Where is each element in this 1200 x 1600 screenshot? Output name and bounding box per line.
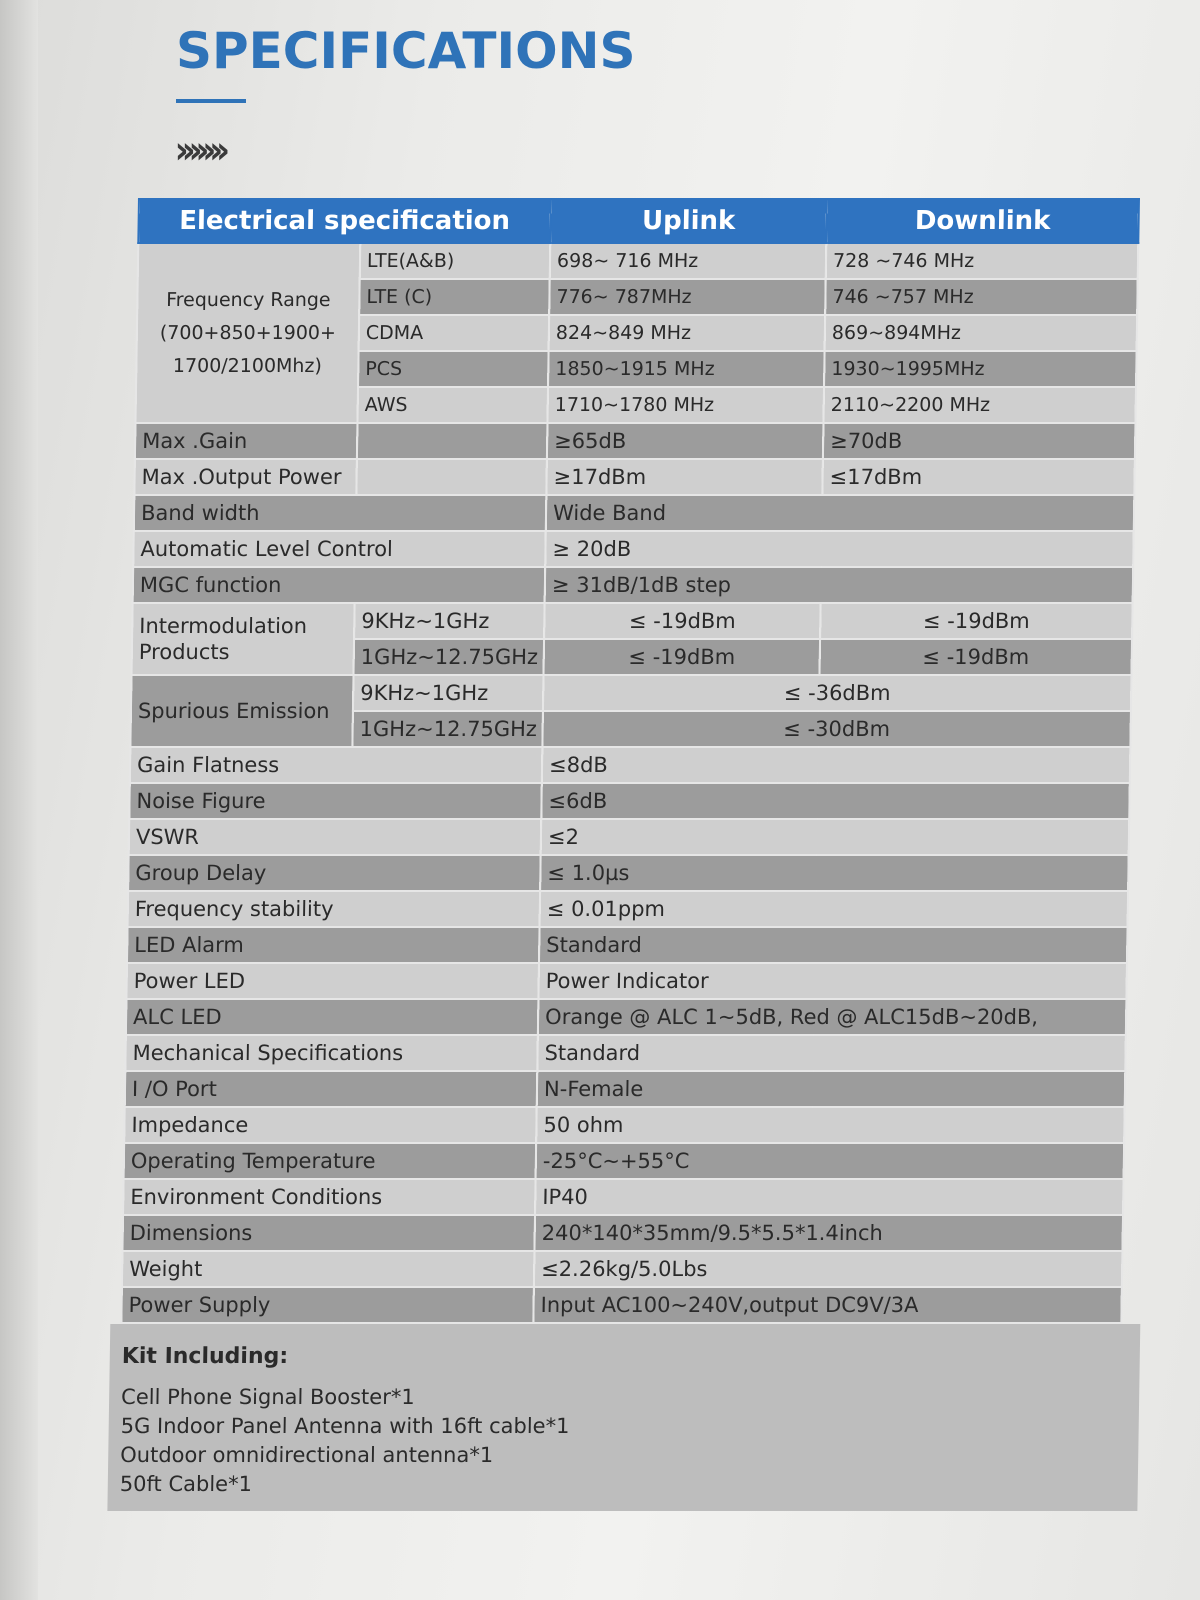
frequency-label-line: Frequency Range xyxy=(166,288,331,311)
row-uplink: ≥65dB xyxy=(547,423,824,459)
table-row xyxy=(128,891,1129,927)
row-label: Dimensions xyxy=(122,1215,535,1251)
table-row xyxy=(123,1179,1124,1215)
intermod-uplink: ≤ -19dBm xyxy=(544,603,821,639)
row-label: Band width xyxy=(134,495,547,531)
row-uplink: ≥17dBm xyxy=(546,459,823,495)
table-row xyxy=(125,1035,1126,1071)
table-row xyxy=(129,819,1130,855)
table-row xyxy=(126,999,1127,1035)
intermod-downlink: ≤ -19dBm xyxy=(820,639,1133,675)
intermod-label xyxy=(132,603,355,675)
row-downlink: ≥70dB xyxy=(823,423,1136,459)
table-row xyxy=(138,243,1139,279)
kit-item: Cell Phone Signal Booster*1 xyxy=(120,1385,415,1409)
band-downlink: 869~894MHz xyxy=(825,315,1138,351)
header-uplink: Uplink xyxy=(550,199,827,243)
table-row xyxy=(121,1287,1122,1323)
band-name: LTE (C) xyxy=(359,279,550,315)
row-label: Power LED xyxy=(126,963,539,999)
row-value: Power Indicator xyxy=(538,963,1127,999)
row-value: 240*140*35mm/9.5*5.5*1.4inch xyxy=(534,1215,1123,1251)
intermod-label-line: Intermodulation xyxy=(139,614,308,638)
chevron-glyphs: ››››››› xyxy=(174,128,223,172)
header-electrical: Electrical specification xyxy=(138,199,551,243)
table-row xyxy=(135,423,1136,459)
kit-title: Kit Including: xyxy=(121,1344,289,1369)
row-downlink: ≤17dBm xyxy=(822,459,1135,495)
row-value: Wide Band xyxy=(546,495,1135,531)
row-label: Power Supply xyxy=(121,1287,534,1323)
spurious-value: ≤ -30dBm xyxy=(542,711,1131,747)
row-label: Weight xyxy=(122,1251,535,1287)
frequency-range-label xyxy=(135,243,360,423)
table-row xyxy=(133,567,1134,603)
table-row xyxy=(127,927,1128,963)
band-name: PCS xyxy=(358,351,549,387)
row-label: Mechanical Specifications xyxy=(125,1035,538,1071)
row-value: ≤ 0.01ppm xyxy=(540,891,1129,927)
band-uplink: 698~ 716 MHz xyxy=(550,243,827,279)
row-value: ≤2 xyxy=(541,819,1130,855)
row-label: ALC LED xyxy=(126,999,539,1035)
table-row xyxy=(130,747,1131,783)
row-value: Input AC100~240V,output DC9V/3A xyxy=(533,1287,1122,1323)
band-uplink: 1710~1780 MHz xyxy=(547,387,824,423)
row-value: ≤8dB xyxy=(542,747,1131,783)
row-label: Max .Gain xyxy=(135,423,358,459)
band-uplink: 824~849 MHz xyxy=(549,315,826,351)
page-title: SPECIFICATIONS xyxy=(176,22,636,80)
row-value: ≤2.26kg/5.0Lbs xyxy=(534,1251,1123,1287)
spurious-label: Spurious Emission xyxy=(130,675,353,747)
title-underline xyxy=(176,99,246,103)
row-value: Orange @ ALC 1~5dB, Red @ ALC15dB~20dB, xyxy=(538,999,1127,1035)
intermod-downlink: ≤ -19dBm xyxy=(820,603,1133,639)
spurious-range: 1GHz~12.75GHz xyxy=(352,711,543,747)
band-name: AWS xyxy=(357,387,548,423)
row-label: Automatic Level Control xyxy=(133,531,546,567)
row-label: LED Alarm xyxy=(127,927,540,963)
band-downlink: 1930~1995MHz xyxy=(824,351,1137,387)
page-edge xyxy=(0,0,38,1600)
band-uplink: 776~ 787MHz xyxy=(549,279,826,315)
spec-sheet xyxy=(116,198,1162,1568)
band-name: LTE(A&B) xyxy=(360,243,551,279)
row-value: ≤ 1.0μs xyxy=(540,855,1129,891)
row-value: IP40 xyxy=(535,1179,1124,1215)
row-empty xyxy=(356,459,547,495)
table-row xyxy=(133,531,1134,567)
row-label: Impedance xyxy=(124,1107,537,1143)
row-value: Standard xyxy=(539,927,1128,963)
kit-including-box xyxy=(107,1324,1140,1511)
row-label: Group Delay xyxy=(128,855,541,891)
row-label: Frequency stability xyxy=(128,891,541,927)
row-value: Standard xyxy=(537,1035,1126,1071)
row-value: -25°C~+55°C xyxy=(536,1143,1125,1179)
band-downlink: 746 ~757 MHz xyxy=(825,279,1138,315)
row-label: MGC function xyxy=(133,567,546,603)
intermod-uplink: ≤ -19dBm xyxy=(544,639,821,675)
table-row xyxy=(122,1215,1123,1251)
chevron-decoration-icon xyxy=(172,128,226,172)
row-label: Gain Flatness xyxy=(130,747,543,783)
row-label: Environment Conditions xyxy=(123,1179,536,1215)
intermod-range: 1GHz~12.75GHz xyxy=(354,639,545,675)
spec-table xyxy=(120,198,1140,1324)
table-row xyxy=(134,495,1135,531)
spurious-range: 9KHz~1GHz xyxy=(353,675,544,711)
row-value: ≥ 20dB xyxy=(545,531,1134,567)
table-row xyxy=(125,1071,1126,1107)
header-downlink: Downlink xyxy=(826,199,1139,243)
row-label: VSWR xyxy=(129,819,542,855)
table-row xyxy=(126,963,1127,999)
table-row xyxy=(124,1143,1125,1179)
row-label: I /O Port xyxy=(125,1071,538,1107)
intermod-range: 9KHz~1GHz xyxy=(354,603,545,639)
table-row xyxy=(131,675,1132,711)
table-row xyxy=(132,603,1133,639)
spurious-value: ≤ -36dBm xyxy=(543,675,1132,711)
row-label: Max .Output Power xyxy=(134,459,357,495)
band-uplink: 1850~1915 MHz xyxy=(548,351,825,387)
band-downlink: 728 ~746 MHz xyxy=(826,243,1139,279)
table-row xyxy=(129,783,1130,819)
row-label: Operating Temperature xyxy=(124,1143,537,1179)
table-row xyxy=(134,459,1135,495)
table-header-row xyxy=(138,199,1139,243)
row-value: ≤6dB xyxy=(541,783,1130,819)
band-name: CDMA xyxy=(359,315,550,351)
kit-item: Outdoor omnidirectional antenna*1 xyxy=(120,1443,494,1467)
table-row xyxy=(122,1251,1123,1287)
row-value: 50 ohm xyxy=(536,1107,1125,1143)
row-empty xyxy=(357,423,548,459)
table-row xyxy=(128,855,1129,891)
row-label: Noise Figure xyxy=(129,783,542,819)
kit-item: 50ft Cable*1 xyxy=(119,1472,253,1496)
kit-item: 5G Indoor Panel Antenna with 16ft cable*1 xyxy=(120,1414,570,1438)
row-value: ≥ 31dB/1dB step xyxy=(545,567,1134,603)
table-row xyxy=(124,1107,1125,1143)
intermod-label-line: Products xyxy=(138,640,230,664)
frequency-label-line: (700+850+1900+ xyxy=(159,321,337,344)
frequency-label-line: 1700/2100Mhz) xyxy=(172,354,323,377)
band-downlink: 2110~2200 MHz xyxy=(823,387,1136,423)
row-value: N-Female xyxy=(537,1071,1126,1107)
